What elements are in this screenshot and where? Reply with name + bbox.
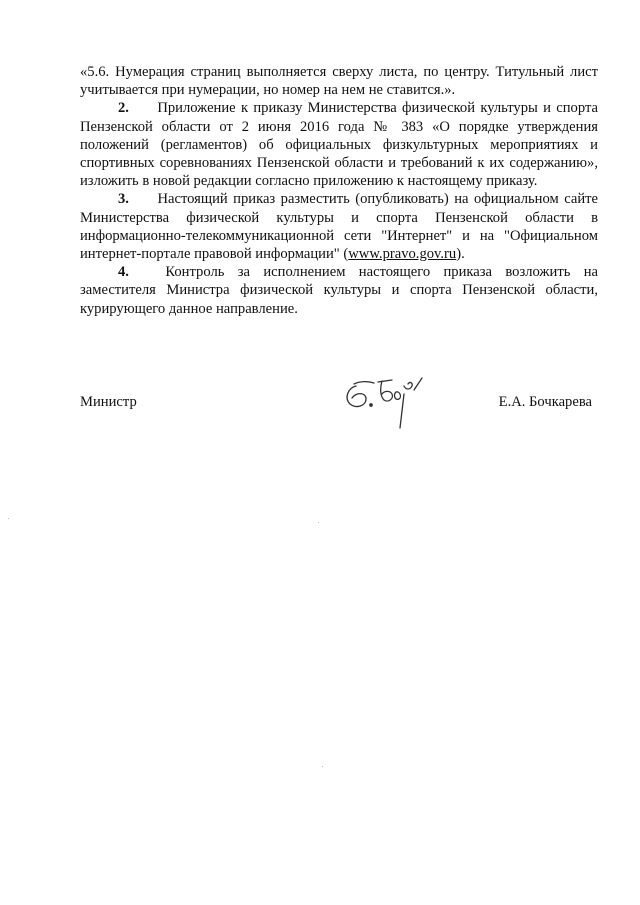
handwritten-signature (338, 372, 458, 432)
document-body (80, 63, 598, 318)
signatory-title: Министр (80, 394, 137, 410)
item-3-text: Настоящий приказ разместить (опубликовать) на официальном сайте Министерства физической культуры и спорта Пензенской области в информационно-телекоммуникационной сети "Интернет" и на "Официальном интернет-портале правовой информации" ( (80, 191, 598, 263)
signatory-name: Е.А. Бочкарева (498, 394, 592, 410)
item-2 (80, 99, 598, 190)
pravo-link[interactable]: www.pravo.gov.ru (348, 246, 457, 263)
scan-speck (318, 522, 319, 523)
item-2-number: 2. (118, 100, 129, 117)
signature-block (80, 394, 598, 434)
item-4 (80, 263, 598, 318)
item-4-text: Контроль за исполнением настоящего приказа возложить на заместителя Министра физической культуры и спорта Пензенской области, курирующего данное направление. (80, 264, 598, 317)
paragraph-5-6: «5.6. Нумерация страниц выполняется сверху листа, по центру. Титульный лист учитывается при нумерации, но номер на нем не ставится.». (80, 64, 598, 99)
item-4-number: 4. (118, 264, 129, 281)
item-3-text-end: ). (456, 246, 465, 263)
item-3-number: 3. (118, 191, 129, 208)
scan-speck (8, 518, 9, 519)
item-3 (80, 190, 598, 263)
item-2-text: Приложение к приказу Министерства физической культуры и спорта Пензенской области от 2 июня 2016 года № 383 «О порядке утверждения положений (регламентов) об официальных физкультурных мероприятиях и спортивных соревнованиях Пензенской области и требований к их содержанию», изложить в новой редакции согласно приложению к настоящему приказу. (80, 100, 598, 190)
scan-speck (322, 766, 323, 767)
